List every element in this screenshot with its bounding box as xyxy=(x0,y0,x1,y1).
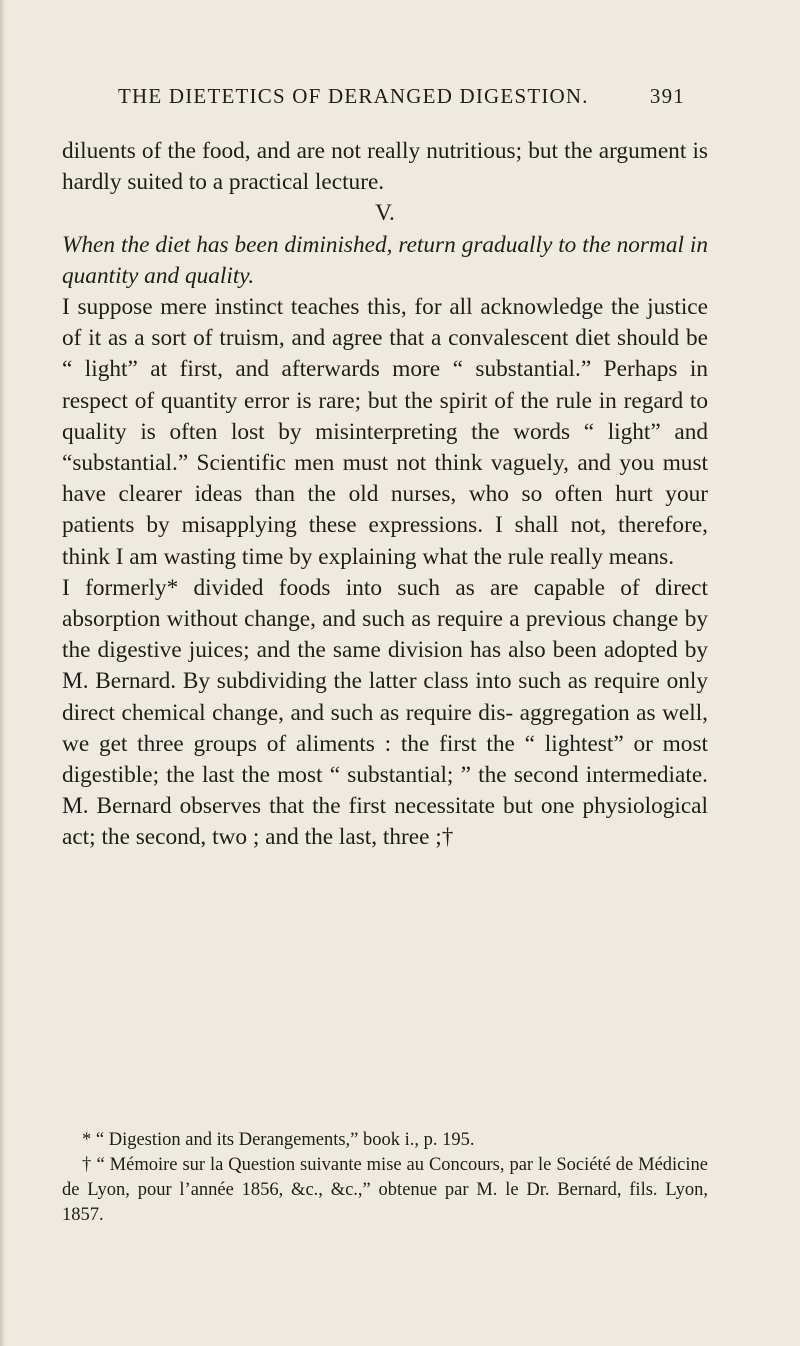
page-gutter-edge xyxy=(0,0,6,1346)
continuation-paragraph: diluents of the food, and are not really nutritious; but the argument is hardly suited to a practical lecture. xyxy=(62,138,708,196)
main-text xyxy=(62,136,708,854)
section-number: V. xyxy=(375,200,395,227)
rule-statement: When the diet has been diminished, return gradually to the normal in quantity and quality. xyxy=(62,231,708,289)
footnote: † “ Mémoire sur la Question suivante mise au Concours, par le Société de Médicine de Lyon, pour l’année 1856, &c., &c.,” obtenue par M. le Dr. Bernard, fils. Lyon, 1857. xyxy=(62,1155,708,1225)
running-head xyxy=(118,84,685,109)
page-number: 391 xyxy=(649,84,685,108)
footnotes xyxy=(62,1128,708,1228)
body-paragraph: I suppose mere instinct teaches this, for all acknowledge the justice of it as a sort of truism, and agree that a convalescent diet should be “ light” at first, and afterwards more “ substantial.” Perhaps in respect of quantity error is rare; but the spirit of the rule in regard to quality is often lost by misinterpreting the words “ light” and “substantial.” Scientific men must not think vaguely, and you must have clearer ideas than the old nurses, who so often hurt your patients by misapplying these expressions. I shall not, therefore, think I am wasting time by explaining what the rule really means. xyxy=(62,294,708,570)
running-title: THE DIETETICS OF DERANGED DIGESTION. xyxy=(118,84,589,108)
footnote: * “ Digestion and its Derangements,” book i., p. 195. xyxy=(82,1130,475,1150)
body-paragraph: I formerly* divided foods into such as are capable of direct absorption without change, and such as require a previous change by the digestive juices; and the same division has also been adopted by M. Bernard. By subdividing the latter class into such as require only direct chemical change, and such as require dis- aggregation as well, we get three groups of aliments : the first the “ lightest” or most digestible; the last the most “ substantial; ” the second intermediate. M. Bernard observes that the first necessitate but one physiological act; the second, two ; and the last, three ;† xyxy=(62,574,708,851)
